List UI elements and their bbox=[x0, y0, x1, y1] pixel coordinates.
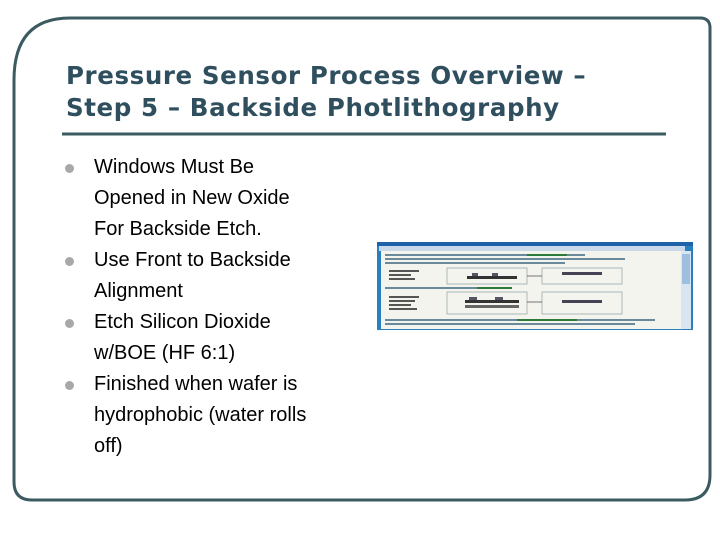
bullet-dot-icon bbox=[65, 319, 74, 328]
bullet-line: Use Front to Backside bbox=[94, 249, 291, 271]
bullet-line: Etch Silicon Dioxide bbox=[94, 311, 271, 333]
bullet-item bbox=[62, 307, 362, 369]
bullet-item bbox=[62, 369, 362, 462]
title-line-1: Pressure Sensor Process Overview – bbox=[66, 61, 587, 90]
bullet-line: Windows Must Be bbox=[94, 156, 255, 178]
bullet-dot-icon bbox=[65, 381, 74, 390]
bullet-line: hydrophobic (water rolls bbox=[94, 404, 307, 426]
bullet-line: Finished when wafer is bbox=[94, 373, 298, 395]
bullet-item bbox=[62, 245, 362, 307]
screenshot-picture bbox=[377, 242, 693, 330]
bullet-line: Alignment bbox=[94, 280, 183, 302]
bullet-dot-icon bbox=[65, 164, 74, 173]
bullet-line: Opened in New Oxide bbox=[94, 187, 290, 209]
bullet-dot-icon bbox=[65, 257, 74, 266]
bullet-line: w/BOE (HF 6:1) bbox=[94, 342, 236, 364]
slide-title bbox=[66, 60, 666, 124]
bullet-line: off) bbox=[94, 435, 123, 457]
process-screenshot-image bbox=[377, 242, 693, 330]
bullet-list bbox=[62, 152, 362, 462]
bullet-line: For Backside Etch. bbox=[94, 218, 262, 240]
title-line-2: Step 5 – Backside Photlithography bbox=[66, 93, 560, 122]
bullet-item bbox=[62, 152, 362, 245]
